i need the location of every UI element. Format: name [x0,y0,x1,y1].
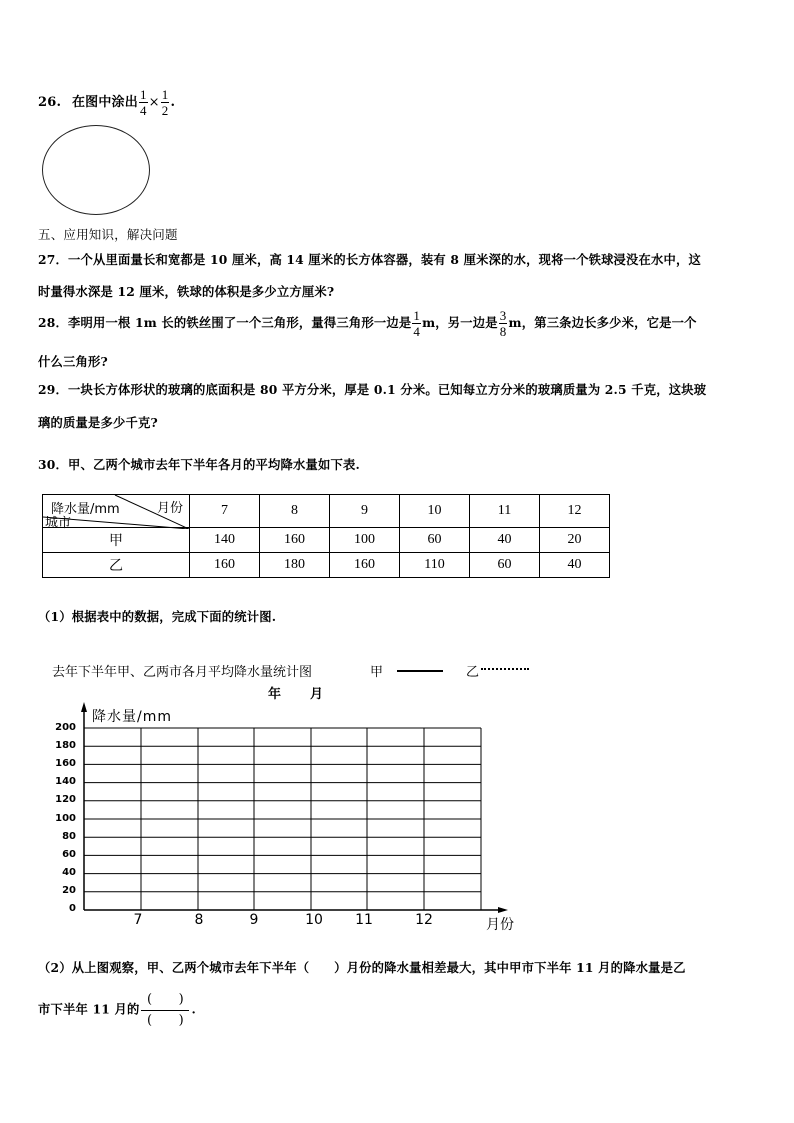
x-tick-label: 8 [194,912,204,928]
value-cell: 60 [470,553,540,578]
y-tick-label: 200 [55,722,76,733]
legend-dotted-line [481,668,529,670]
table-row [43,528,610,553]
month-header: 9 [330,495,400,528]
y-axis-arrow-icon [81,702,87,712]
answer-blank-fraction[interactable]: $\frac{( )}{( )}$ [141,992,189,1028]
question-30-line-1: 30．甲、乙两个城市去年下半年各月的平均降水量如下表. [38,457,360,472]
horizontal-gridlines [84,728,481,892]
question-29-line-1: 29．一块长方体形状的玻璃的底面积是 80 平方分米，厚是 0.1 分米。已知每立方分米的玻璃质量为 2.5 千克，这块玻 [38,382,707,397]
x-axis-title: 月份 [486,917,514,933]
circle-figure[interactable] [42,125,150,215]
question-27-line-1: 27．一个从里面量长和宽都是 10 厘米，高 14 厘米的长方体容器，装有 8 厘米深的水，现将一个铁球浸没在水中，这 [38,252,702,267]
x-tick-label: 9 [249,912,259,928]
q26-number: 26. [38,95,62,110]
q28-fraction-2: $\frac{3}{8}$ [499,308,507,339]
value-cell: 110 [400,553,470,578]
question-27-line-2: 时量得水深是 12 厘米，铁球的体积是多少立方厘米? [38,284,335,299]
value-cell: 40 [470,528,540,553]
x-tick-label: 12 [415,912,433,928]
value-cell: 100 [330,528,400,553]
month-header: 10 [400,495,470,528]
q28-fraction-1: $\frac{1}{4}$ [413,308,421,339]
value-cell: 160 [260,528,330,553]
table-corner-cell [43,495,190,531]
value-cell: 140 [190,528,260,553]
x-tick-label: 11 [355,912,373,928]
month-header: 11 [470,495,540,528]
chart-subtitle-year: 年 [268,687,282,702]
x-tick-label: 7 [133,912,143,928]
y-axis-title: 降水量/mm [92,709,172,725]
table-header-row [43,495,610,528]
month-header: 7 [190,495,260,528]
rainfall-table [42,494,610,578]
corner-label-month: 月份 [156,501,183,516]
vertical-gridlines [141,728,481,910]
value-cell: 40 [540,553,610,578]
q26-fraction-1: $\frac{1}{4}$ [139,87,147,118]
x-axis-arrow-icon [498,907,508,913]
sub-question-2-line-1: （2）从上图观察，甲、乙两个城市去年下半年（ ）月份的降水量相差最大，其中甲市下半年 11 月的降水量是乙 [38,960,686,975]
city-cell: 甲 [43,528,190,553]
x-tick-label: 10 [305,912,323,928]
legend-label-jia: 甲 [370,665,384,680]
y-tick-label: 120 [55,794,76,805]
y-tick-label: 60 [62,849,76,860]
question-28-line-2: 什么三角形? [38,354,108,369]
corner-label-rainfall: 降水量/mm [51,502,120,517]
value-cell: 180 [260,553,330,578]
section-5-heading: 五、应用知识，解决问题 [38,227,178,242]
month-header: 12 [540,495,610,528]
table-row [43,553,610,578]
value-cell: 20 [540,528,610,553]
q26-text: 在图中涂出 [71,95,138,110]
q26-fraction-2: $\frac{1}{2}$ [161,87,169,118]
y-tick-label: 40 [62,867,76,878]
value-cell: 160 [190,553,260,578]
chart-title: 去年下半年甲、乙两市各月平均降水量统计图 [52,665,313,680]
sub-question-2-line-2: 市下半年 11 月的 $\frac{( )}{( )}$ . [38,992,196,1028]
y-tick-label: 80 [62,831,76,842]
corner-label-city: 城市 [45,516,72,531]
times-sign: × [148,95,160,110]
y-tick-label: 140 [55,776,76,787]
month-header: 8 [260,495,330,528]
sub-question-1: （1）根据表中的数据，完成下面的统计图. [38,609,277,624]
question-29-line-2: 璃的质量是多少千克? [38,415,158,430]
question-26: 26. 在图中涂出 $\frac{1}{4}$ × $\frac{1}{2}$ . [38,87,176,118]
y-tick-label: 100 [55,813,76,824]
value-cell: 160 [330,553,400,578]
y-tick-label: 20 [62,885,76,896]
question-28-line-1: 28．李明用一根 1m 长的铁丝围了一个三角形，量得三角形一边是 $\frac{1}{4}$ m，另一边是 $\frac{3}{8}$ m，第三条边长多少米，它是一个 [38,308,697,339]
city-cell: 乙 [43,553,190,578]
y-tick-label: 160 [55,758,76,769]
legend-solid-line [397,670,443,672]
value-cell: 60 [400,528,470,553]
y-tick-label: 0 [69,903,76,914]
legend-label-yi: 乙 [466,665,480,680]
chart-subtitle-month: 月 [310,687,324,702]
y-tick-label: 180 [55,740,76,751]
